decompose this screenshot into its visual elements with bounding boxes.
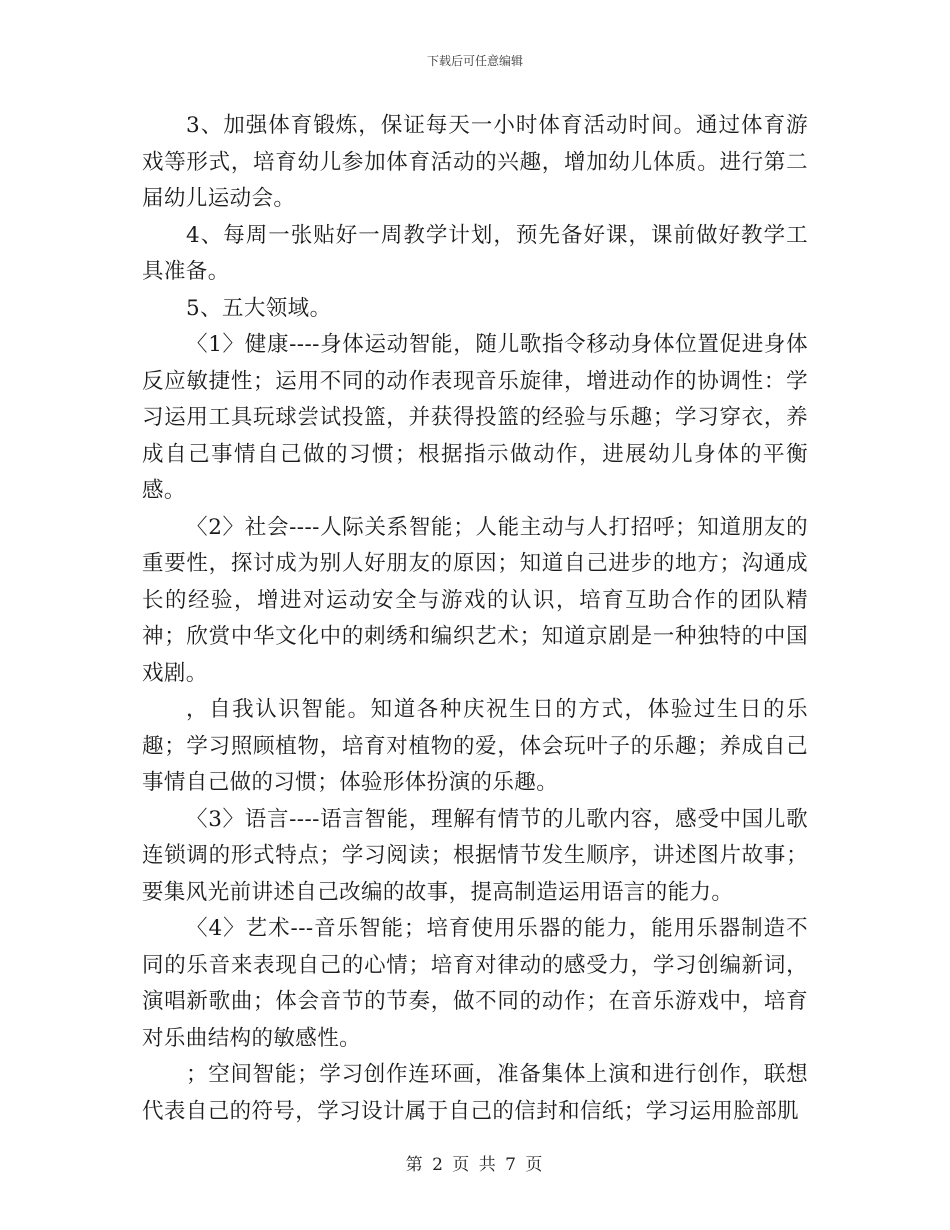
paragraph-art-music: 〈4〉艺术---音乐智能；培育使用乐器的能力，能用乐器制造不同的乐音来表现自己的心情；培育对律动的感受力，学习创编新词，演唱新歌曲；体会音节的节奏，做不同的动作；在音乐游戏中，培育对乐曲结构的敏感性。 (142, 916, 808, 1051)
page-number-footer: 第 2 页 共 7 页 (405, 1155, 545, 1175)
paragraph-item-4: 4、每周一张贴好一周教学计划，预先备好课，课前做好教学工具准备。 (142, 222, 808, 284)
paragraph-health: 〈1〉健康----身体运动智能，随儿歌指令移动身体位置促进身体反应敏捷性；运用不同的动作表现音乐旋律，增进动作的协调性：学习运用工具玩球尝试投篮，并获得投篮的经验与乐趣；学习穿衣，养成自己事情自己做的习惯；根据指示做动作，进展幼儿身体的平衡感。 (142, 332, 808, 503)
paragraph-spatial: ；空间智能；学习创作连环画，准备集体上演和进行创作，联想代表自己的符号，学习设计属于自己的信封和信纸；学习运用脸部肌 (142, 1062, 808, 1124)
paragraph-item-3: 3、加强体育锻炼，保证每天一小时体育活动时间。通过体育游戏等形式，培育幼儿参加体育活动的兴趣，增加幼儿体质。进行第二届幼儿运动会。 (142, 113, 808, 211)
paragraph-self-awareness: ，自我认识智能。知道各种庆祝生日的方式，体验过生日的乐趣；学习照顾植物，培育对植物的爱，体会玩叶子的乐趣；养成自己事情自己做的习惯；体验形体扮演的乐趣。 (142, 697, 808, 795)
page-header: 下载后可任意编辑 (426, 54, 523, 68)
paragraph-item-5: 5、五大领域。 (186, 295, 332, 321)
paragraph-language: 〈3〉语言----语言智能，理解有情节的儿歌内容，感受中国儿歌连锁调的形式特点；学习阅读；根据情节发生顺序，讲述图片故事；要集风光前讲述自己改编的故事，提高制造运用语言的能力。 (142, 806, 808, 905)
paragraph-society: 〈2〉社会----人际关系智能；人能主动与人打招呼；知道朋友的重要性，探讨成为别人好朋友的原因；知道自己进步的地方；沟通成长的经验，增进对运动安全与游戏的认识，培育互助合作的团队精神；欣赏中华文化中的刺绣和编织艺术；知道京剧是一种独特的中国戏剧。 (142, 514, 808, 686)
document-body (142, 108, 808, 1130)
